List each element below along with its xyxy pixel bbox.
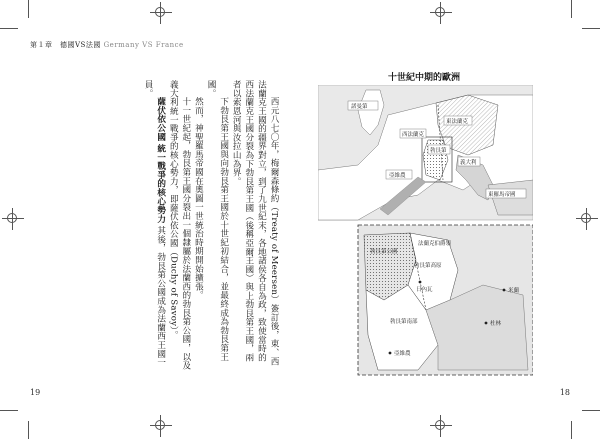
label-burgundy: 勃艮第 (430, 148, 447, 154)
label-milan: 米蘭 (508, 288, 520, 294)
map-title: 十世紀中期的歐洲 (388, 73, 461, 83)
label-duchy: 勃艮第公國 (370, 249, 398, 255)
paragraph-text: 其後，勃艮第公國成為法蘭西王國一員。 (143, 80, 166, 368)
body-text (40, 80, 280, 370)
page-number-right: 18 (559, 388, 570, 397)
label-aquitaine: 亞維農 (389, 173, 406, 179)
crop-mark (28, 0, 29, 18)
bold-term: 薩伏依公國 (155, 97, 166, 142)
crop-mark (0, 410, 18, 411)
label-lower-burgundy: 勃艮第南部 (390, 319, 418, 325)
label-east-francia: 東法蘭克 (446, 119, 469, 125)
page-number-left: 19 (30, 388, 41, 397)
label-geneva: 日內瓦 (416, 287, 433, 293)
label-avignon: 亞維農 (394, 351, 411, 357)
crop-mark (0, 28, 18, 29)
crop-mark (571, 0, 572, 18)
paragraph: 十一世紀起，勃艮第王國分裂出一個隸屬於法蘭西的勃艮第公國，以及義大利統一戰爭的核心勢力，即薩伏依公國（Duchy of Savoy）。 (168, 80, 191, 370)
paragraph (141, 80, 166, 370)
registration-mark-icon (150, 415, 172, 437)
label-byzantine: 東羅馬帝國 (488, 192, 516, 198)
map-figure (318, 85, 533, 380)
running-header (30, 40, 184, 50)
label-upper-burgundy: 勃艮第高原 (414, 263, 442, 269)
crop-mark (28, 421, 29, 439)
registration-mark-icon (2, 208, 24, 230)
bold-term: 統一戰爭的核心勢力 (155, 144, 166, 224)
paragraph: 然而，神聖羅馬帝國在奧圖一世統治時期開始擴張。 (193, 97, 204, 300)
label-turin: 杜林 (490, 321, 502, 327)
chapter-english: Germany VS France (103, 41, 184, 49)
crop-mark (582, 28, 600, 29)
registration-mark-icon (576, 208, 598, 230)
paragraph: 西元八七〇年，梅爾森條約（Treaty of Meersen）簽訂後，東、西法蘭克王國的疆界對立，到了九世紀末，各地諸侯各自為政，致使當時的西法蘭克王國分裂為下勃艮第王國（後稱亞爾王國）與上勃艮第王國，兩者以索恩河與汝拉山為界。 (231, 80, 279, 366)
paragraph: 下勃艮第王國與向勃艮第王國於十世紀初結合，並最終成為勃艮第王國。 (206, 80, 229, 362)
crop-mark (571, 421, 572, 439)
label-britain: 諾曼第 (351, 104, 368, 110)
label-italy: 義大利 (460, 160, 477, 166)
registration-mark-icon (430, 2, 452, 24)
chapter-title: 第１章 德國VS法國 (30, 41, 101, 49)
label-west-francia: 西法蘭克 (402, 132, 425, 138)
crop-mark (582, 410, 600, 411)
registration-mark-icon (150, 2, 172, 24)
registration-mark-icon (430, 415, 452, 437)
label-franche-comte: 法蘭克伯爵領 (418, 241, 452, 247)
